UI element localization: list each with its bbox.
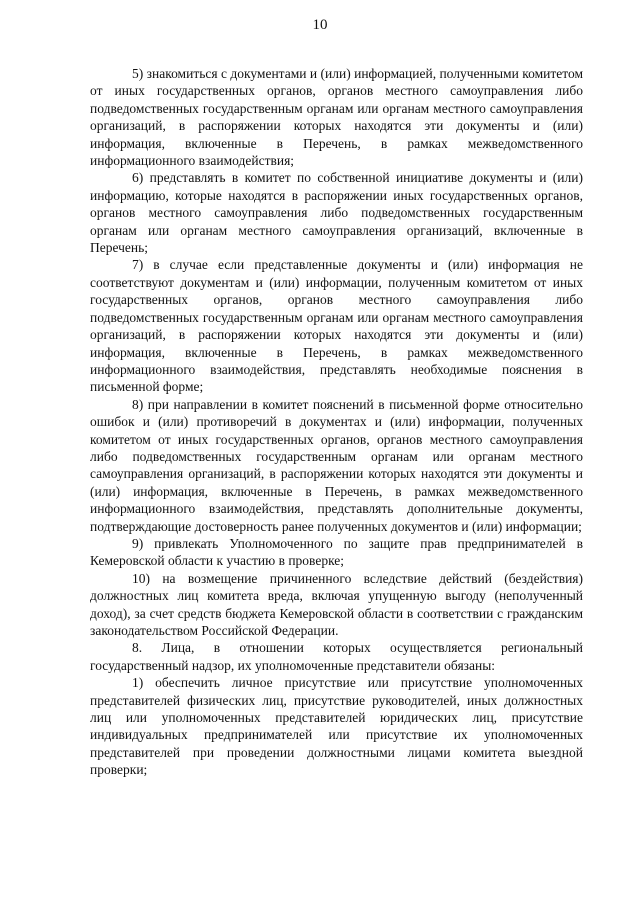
paragraph-item-6: 6) представлять в комитет по собственной инициативе документы и (или) информацию, которые находятся в распоряжении иных государственных органов, органов местного самоуправления либо подведомственных государственным органам или органам местного самоуправления организаций, включенные в Перечень; — [90, 170, 583, 256]
paragraph-obligation-1: 1) обеспечить личное присутствие или присутствие уполномоченных представителей физических лиц, присутствие руководителей, иных должностных лиц или уполномоченных представителей юридических лиц, присутствие индивидуальных предпринимателей или присутствие их уполномоченных представителей при проведении должностными лицами комитета выездной проверки; — [90, 675, 583, 778]
paragraph-section-8: 8. Лица, в отношении которых осуществляется региональный государственный надзор, их уполномоченные представители обязаны: — [90, 640, 583, 673]
paragraph-item-9: 9) привлекать Уполномоченного по защите прав предпринимателей в Кемеровской области к участию в проверке; — [90, 535, 583, 569]
paragraph-item-8: 8) при направлении в комитет пояснений в письменной форме относительно ошибок и (или) противоречий в документах и (или) информации, полученных комитетом от иных государственных органов, органов местного самоуправления либо подведомственных государственным органам или органам местного самоуправления организаций, в распоряжении которых находятся эти документы и (или) информация, включенные в Перечень, в рамках межведомственного информационного взаимодействия, представлять дополнительные документы, подтверждающие достоверность ранее полученных документов и (или) информации; — [90, 396, 583, 534]
paragraph-item-5: 5) знакомиться с документами и (или) информацией, полученными комитетом от иных государственных органов, органов местного самоуправления либо подведомственных государственным органам или органам местного самоуправления организаций, в распоряжении которых находятся эти документы и (или) информация, включенные в Перечень, в рамках межведомственного информационного взаимодействия; — [90, 66, 583, 169]
paragraph-item-7: 7) в случае если представленные документы и (или) информация не соответствуют документам и (или) информации, полученным комитетом от иных государственных органов, органов местного самоуправления либо подведомственных государственным органам или органам местного самоуправления организаций, в распоряжении которых находятся эти документы и (или) информация, включенные в Перечень, в рамках межведомственного информационного взаимодействия, представлять необходимые пояснения в письменной форме; — [90, 257, 583, 395]
page-number: 10 — [312, 17, 328, 33]
paragraph-item-10: 10) на возмещение причиненного вследствие действий (бездействия) должностных лиц комитета вреда, включая упущенную выгоду (неполученный доход), за счет средств бюджета Кемеровской области в соответствии с гражданским законодательством Российской Федерации. — [90, 570, 583, 638]
document-body — [90, 65, 583, 779]
